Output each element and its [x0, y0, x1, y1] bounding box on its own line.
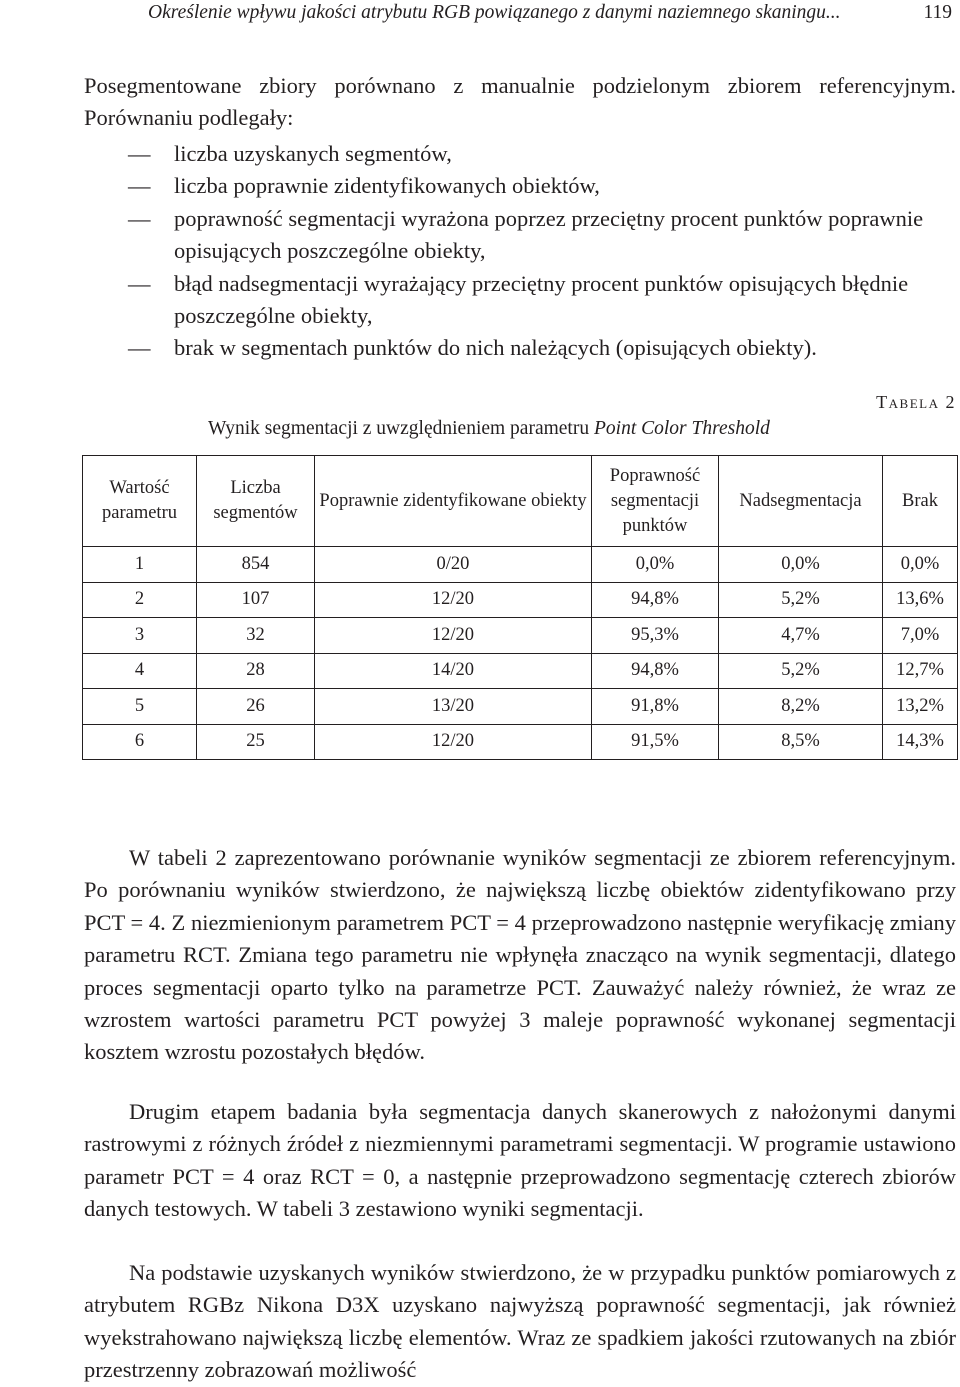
list-item-text: liczba poprawnie zidentyfikowanych obiektów,: [174, 173, 600, 199]
page-number: 119: [923, 2, 952, 23]
table-row: [83, 547, 958, 583]
table-cell: 5,2%: [719, 582, 883, 618]
column-header: Liczba segmentów: [197, 456, 315, 547]
table-cell: 12/20: [315, 724, 592, 760]
table-cell: 4: [83, 653, 197, 689]
table-cell: 13/20: [315, 689, 592, 725]
table-cell: 94,8%: [592, 582, 719, 618]
table-row: [83, 618, 958, 654]
column-header: Poprawność segmentacji punktów: [592, 456, 719, 547]
table-cell: 26: [197, 689, 315, 725]
comparison-criteria-list: [84, 138, 956, 365]
table-cell: 28: [197, 653, 315, 689]
table-row: [83, 582, 958, 618]
table-cell: 854: [197, 547, 315, 583]
table-cell: 13,2%: [883, 689, 958, 725]
table-caption-text: Wynik segmentacji z uwzględnieniem parametru: [208, 418, 594, 439]
dash-bullet: —: [128, 141, 151, 166]
running-header-title: Określenie wpływu jakości atrybutu RGB powiązanego z danymi naziemnego skaningu...: [148, 2, 841, 23]
list-item: [84, 138, 956, 170]
table-cell: 1: [83, 547, 197, 583]
table-row: [83, 724, 958, 760]
body-paragraph: Na podstawie uzyskanych wyników stwierdzono, że w przypadku punktów pomiarowych z atrybutem RGBz Nikona D3X uzyskano najwyższą poprawność segmentacji, jak również wyekstrahowano największą liczbę elementów. Wraz ze spadkiem jakości rzutowanych na zbiór przestrzenny zobrazowań możliwość: [84, 1260, 956, 1383]
table-cell: 0,0%: [592, 547, 719, 583]
table-cell: 25: [197, 724, 315, 760]
table-cell: 91,8%: [592, 689, 719, 725]
table-cell: 12/20: [315, 582, 592, 618]
table-row: [83, 689, 958, 725]
column-header: Wartość parametru: [83, 456, 197, 547]
table-cell: 32: [197, 618, 315, 654]
dash-bullet: —: [128, 205, 151, 231]
segmentation-results-table: [82, 455, 958, 760]
list-item-text: błąd nadsegmentacji wyrażający przeciętny procent punktów opisujących błędnie poszczególne obiekty,: [174, 270, 909, 329]
table-cell: 94,8%: [592, 653, 719, 689]
table-header-row: [83, 456, 958, 547]
table-cell: 5,2%: [719, 653, 883, 689]
column-header: Brak: [883, 456, 958, 547]
list-item-text: brak w segmentach punktów do nich należących (opisujących obiekty).: [174, 335, 817, 361]
table-cell: 5: [83, 689, 197, 725]
table-row: [83, 653, 958, 689]
table-cell: 14,3%: [883, 724, 958, 760]
column-header: Nadsegmentacja: [719, 456, 883, 547]
list-item: [84, 332, 956, 364]
dash-bullet: —: [128, 173, 151, 199]
table-cell: 8,2%: [719, 689, 883, 725]
intro-paragraph: Posegmentowane zbiory porównano z manualnie podzielonym zbiorem referencyjnym. Porównaniu podlegały:: [84, 73, 956, 131]
table-cell: 0/20: [315, 547, 592, 583]
table-cell: 8,5%: [719, 724, 883, 760]
list-item: [84, 170, 956, 202]
table-cell: 0,0%: [719, 547, 883, 583]
table-cell: 2: [83, 582, 197, 618]
dash-bullet: —: [128, 335, 151, 361]
table-number: Tabela 2: [876, 392, 956, 412]
list-item: [84, 203, 956, 268]
table-cell: 91,5%: [592, 724, 719, 760]
list-item-text: liczba uzyskanych segmentów,: [174, 141, 452, 166]
table-caption: [208, 418, 770, 440]
body-paragraph: W tabeli 2 zaprezentowano porównanie wyników segmentacji ze zbiorem referencyjnym. Po porównaniu wyników stwierdzono, że największą liczbę obiektów zidentyfikowano przy PCT = 4. Z niezmienionym parametrem PCT = 4 przeprowadzono następnie weryfikację zmiany parametru RCT. Zmiana tego parametru nie wpłynęła znacząco na wynik segmentacji, dlatego proces segmentacji oparto tylko na parametrze PCT. Zauważyć należy również, że wraz ze wzrostem wartości parametru PCT powyżej 3 maleje poprawność wykonanej segmentacji kosztem wzrostu pozostałych błędów.: [84, 845, 956, 1065]
table-cell: 95,3%: [592, 618, 719, 654]
table-cell: 4,7%: [719, 618, 883, 654]
table-caption-italic: Point Color Threshold: [593, 418, 770, 439]
list-item-text: poprawność segmentacji wyrażona poprzez przeciętny procent punktów poprawnie opisujących poszczególne obiekty,: [174, 205, 924, 264]
table-cell: 7,0%: [883, 618, 958, 654]
table-cell: 3: [83, 618, 197, 654]
table-cell: 13,6%: [883, 582, 958, 618]
table-cell: 6: [83, 724, 197, 760]
table-cell: 107: [197, 582, 315, 618]
body-paragraph: Drugim etapem badania była segmentacja danych skanerowych z nałożonymi danymi rastrowymi z różnych źródeł z niezmiennymi parametrami segmentacji. W programie ustawiono parametr PCT = 4 oraz RCT = 0, a następnie przeprowadzono segmentację czterech zbiorów danych testowych. W tabeli 3 zestawiono wyniki segmentacji.: [84, 1099, 956, 1222]
table-cell: 12,7%: [883, 653, 958, 689]
table-cell: 14/20: [315, 653, 592, 689]
list-item: [84, 268, 956, 333]
table-cell: 0,0%: [883, 547, 958, 583]
table-cell: 12/20: [315, 618, 592, 654]
dash-bullet: —: [128, 270, 151, 296]
column-header: Poprawnie zidentyfikowane obiekty: [315, 456, 592, 547]
running-header: [0, 0, 960, 30]
